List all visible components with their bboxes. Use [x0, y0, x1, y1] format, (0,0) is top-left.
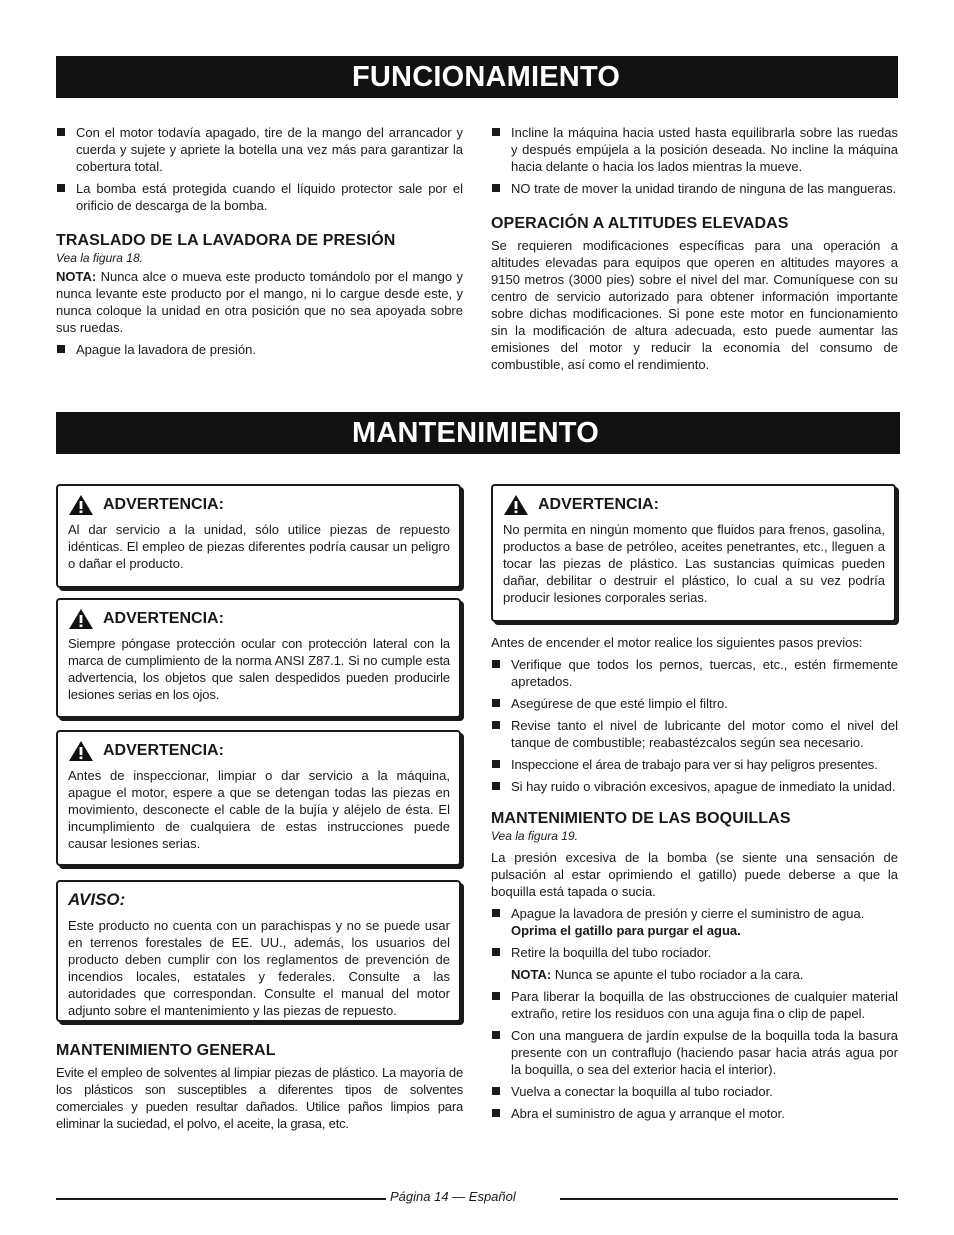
notice-box — [56, 880, 461, 1022]
general-maintenance — [56, 1041, 463, 1132]
paragraph: Antes de encender el motor realice los siguientes pasos previos: — [491, 635, 863, 650]
note-paragraph — [56, 268, 463, 336]
warning-label: ADVERTENCIA: — [538, 496, 659, 513]
list-item: Si hay ruido o vibración excesivos, apague de inmediato la unidad. — [491, 778, 898, 795]
warning-header — [503, 494, 885, 516]
note-text: Nunca alce o mueva este producto tomándolo por el mango y nunca levante este producto por el mango, ni lo cargue desde este, y nunca coloque la unidad en otra posición que no sea apoyada sobre sus ruedas. — [56, 269, 463, 335]
warning-text: Al dar servicio a la unidad, sólo utilice piezas de repuesto idénticas. El empleo de piezas diferentes podría causar un peligro o dañar el producto. — [68, 522, 450, 571]
footer-language: — Español — [448, 1189, 516, 1204]
figure-reference: Vea la figura 19. — [491, 829, 578, 843]
section-banner-mantenimiento — [56, 412, 900, 454]
warning-box — [56, 730, 461, 866]
step-bold-text: Oprima el gatillo para purgar el agua. — [511, 923, 741, 938]
list-item: La bomba está protegida cuando el líquido protector sale por el orificio de descarga de la bomba. — [56, 180, 463, 214]
warning-header — [68, 608, 450, 630]
paragraph: Se requieren modificaciones específicas para una operación a altitudes elevadas para equipos que operen en altitudes mayores a 9150 metros (3000 pies) sobre el nivel del mar. Comuníquese con su centro de servicio autorizado para obtener información importante sobre dichas modificaciones. Si pone este motor en funcionamiento sin la modificación de altura adecuada, esto puede aumentar las emisiones del motor y reducir la economía del consumo de combustible, así como el rendimiento. — [491, 238, 898, 372]
list-item: Retire la boquilla del tubo rociador. — [491, 944, 898, 961]
section-banner-funcionamiento — [56, 56, 898, 98]
paragraph: Evite el empleo de solventes al limpiar piezas de plástico. La mayoría de los plásticos son susceptibles a diferentes tipos de solventes comerciales y pueden resultar dañados. Utilice paños limpios para eliminar la suciedad, el polvo, el aceite, la grasa, etc. — [56, 1065, 463, 1131]
bullet-list — [56, 341, 463, 358]
list-item: Inspeccione el área de trabajo para ver si hay peligros presentes. — [491, 756, 898, 773]
list-item: Con una manguera de jardín expulse de la boquilla toda la basura presente con un contraflujo (haciendo pasar hacia atrás agua por la boquilla, o sea del exterior hacia el interior). — [491, 1027, 898, 1078]
footer-rule-left — [56, 1198, 386, 1200]
step-text: Apague la lavadora de presión y cierre el suministro de agua. — [511, 906, 865, 921]
list-item — [491, 905, 898, 939]
warning-box — [56, 598, 461, 718]
warning-triangle-icon — [503, 494, 529, 516]
notice-text: Este producto no cuenta con un parachispas y no se puede usar en terrenos forestales de EE. UU., además, los usuarios del producto deben cumplir con los reglamentos de prevención de incendios locales, estatales y federales. Consulte a las autoridades que correspondan. Consulte el manual del motor adjunto sobre el mantenimiento y las piezas de repuesto. — [68, 918, 450, 1018]
steps-list — [491, 988, 898, 1122]
warning-box — [491, 484, 896, 622]
list-item: NO trate de mover la unidad tirando de ninguna de las mangueras. — [491, 180, 898, 197]
warning-label: ADVERTENCIA: — [103, 742, 224, 759]
list-item: Con el motor todavía apagado, tire de la mango del arrancador y cuerda y sujete y apriete la botella una vez más para garantizar la cobertura total. — [56, 124, 463, 175]
warning-header — [68, 494, 450, 516]
funcionamiento-left-column — [56, 124, 463, 363]
footer-rule-right — [560, 1198, 898, 1200]
section-title: MANTENIMIENTO — [352, 417, 599, 449]
list-item: Verifique que todos los pernos, tuercas, etc., estén firmemente apretados. — [491, 656, 898, 690]
warning-label: ADVERTENCIA: — [103, 610, 224, 627]
notice-label: AVISO: — [68, 890, 126, 909]
note-paragraph — [491, 966, 898, 983]
warning-triangle-icon — [68, 494, 94, 516]
list-item: Asegúrese de que esté limpio el filtro. — [491, 695, 898, 712]
warning-text: No permita en ningún momento que fluidos para frenos, gasolina, productos a base de petróleo, aceites penetrantes, etc., lleguen a tocar las piezas de plástico. Las sustancias químicas pueden dañar, debilitar o destruir el plástico, lo cual a su vez podría producir lesiones corporales serias. — [503, 522, 885, 605]
note-text: Nunca se apunte el tubo rociador a la cara. — [551, 967, 804, 982]
warning-box — [56, 484, 461, 588]
funcionamiento-right-column — [491, 124, 898, 373]
bullet-list — [56, 124, 463, 214]
section-heading: TRASLADO DE LA LAVADORA DE PRESIÓN — [56, 232, 396, 249]
list-item: Revise tanto el nivel de lubricante del motor como el nivel del tanque de combustible; reabastézcalos según sea necesario. — [491, 717, 898, 751]
warning-header — [68, 740, 450, 762]
warning-text: Antes de inspeccionar, limpiar o dar servicio a la máquina, apague el motor, espere a que se detengan todas las piezas en movimiento, desconecte el cable de la bujía y aléjelo de ésta. El incumplimiento de cualquiera de estas instrucciones puede causar lesiones serias. — [68, 768, 450, 851]
steps-list — [491, 905, 898, 961]
section-heading: MANTENIMIENTO DE LAS BOQUILLAS — [491, 810, 791, 827]
warning-triangle-icon — [68, 740, 94, 762]
list-item: Apague la lavadora de presión. — [56, 341, 463, 358]
list-item: Para liberar la boquilla de las obstrucciones de cualquier material extraño, retire los residuos con una aguja fina o clip de papel. — [491, 988, 898, 1022]
note-label: NOTA: — [56, 269, 97, 284]
list-item: Incline la máquina hacia usted hasta equilibrarla sobre las ruedas y después empújela a la posición deseada. No incline la máquina hacia delante o hacia los lados mientras la mueve. — [491, 124, 898, 175]
list-item: Vuelva a conectar la boquilla al tubo rociador. — [491, 1083, 898, 1100]
page-number: Página 14 — [390, 1189, 449, 1204]
note-label: NOTA: — [511, 967, 552, 982]
section-title: FUNCIONAMIENTO — [352, 61, 621, 93]
bullet-list — [491, 124, 898, 197]
list-item: Abra el suministro de agua y arranque el motor. — [491, 1105, 898, 1122]
paragraph: La presión excesiva de la bomba (se siente una sensación de pulsación al estar oprimiendo el gatillo) puede deberse a que la boquilla está tapada o sucia. — [491, 850, 898, 899]
section-heading: MANTENIMIENTO GENERAL — [56, 1042, 276, 1059]
warning-text: Siempre póngase protección ocular con protección lateral con la marca de cumplimiento de la norma ANSI Z87.1. Si no cumple esta advertencia, los objetos que salen despedidos pueden producirle lesiones serias en los ojos. — [68, 636, 450, 702]
maintenance-right-column — [491, 634, 898, 1127]
checks-list — [491, 656, 898, 795]
figure-reference: Vea la figura 18. — [56, 251, 143, 265]
warning-label: ADVERTENCIA: — [103, 496, 224, 513]
page-footer — [390, 1188, 516, 1205]
warning-triangle-icon — [68, 608, 94, 630]
section-heading: OPERACIÓN A ALTITUDES ELEVADAS — [491, 215, 789, 232]
